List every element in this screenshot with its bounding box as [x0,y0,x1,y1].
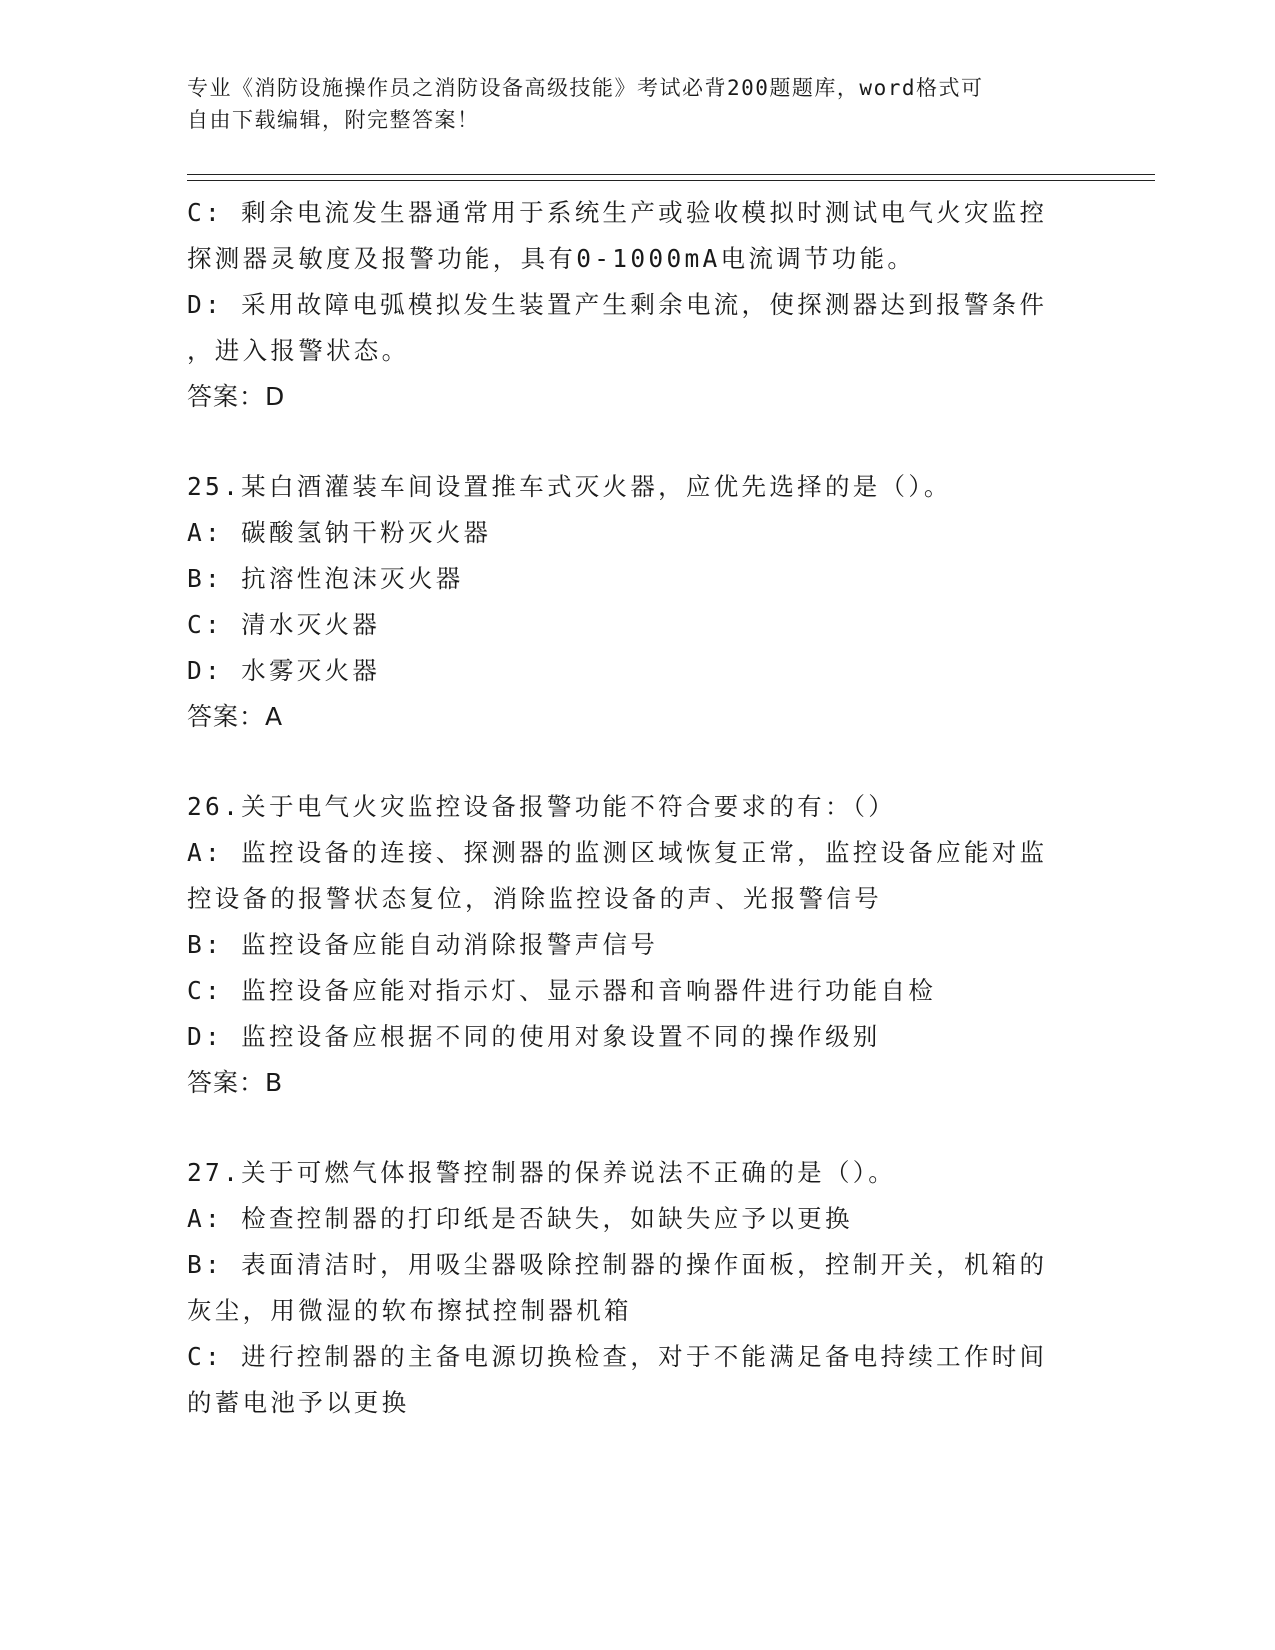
question-block-26 [187,784,1087,1106]
option-c: C: 监控设备应能对指示灯、显示器和音响器件进行功能自检 [187,976,937,1005]
option-b: B: 监控设备应能自动消除报警声信号 [187,930,659,959]
option-c-line-1: C: 进行控制器的主备电源切换检查，对于不能满足备电持续工作时间 [187,1342,1048,1371]
question-block-prev [187,190,1087,420]
option-d: D: 水雾灭火器 [187,656,381,685]
answer-text: 答案：B [187,1068,284,1097]
question-text: 26.关于电气火灾监控设备报警功能不符合要求的有：（） [187,792,897,821]
option-a-line-2: 控设备的报警状态复位，消除监控设备的声、光报警信号 [187,884,882,913]
answer-text: 答案：A [187,702,284,731]
option-c-line-2: 探测器灵敏度及报警功能，具有0-1000mA电流调节功能。 [187,244,916,273]
option-c: C: 清水灭火器 [187,610,381,639]
question-text: 27.关于可燃气体报警控制器的保养说法不正确的是（）。 [187,1158,897,1187]
option-c-line-2: 的蓄电池予以更换 [187,1388,410,1417]
header-line-2: 自由下载编辑，附完整答案！ [187,108,480,132]
question-text: 25.某白酒灌装车间设置推车式灭火器，应优先选择的是（）。 [187,472,952,501]
option-b-line-2: 灰尘，用微湿的软布擦拭控制器机箱 [187,1296,632,1325]
option-d-line-2: ，进入报警状态。 [187,336,410,365]
document-body [187,190,1087,1426]
option-b: B: 抗溶性泡沫灭火器 [187,564,464,593]
header-divider-top [187,174,1155,175]
option-d: D: 监控设备应根据不同的使用对象设置不同的操作级别 [187,1022,881,1051]
answer-text: 答案：D [187,382,286,411]
page-header [187,72,1087,136]
option-a: A: 检查控制器的打印纸是否缺失，如缺失应予以更换 [187,1204,853,1233]
option-a: A: 碳酸氢钠干粉灭火器 [187,518,492,547]
header-line-1: 专业《消防设施操作员之消防设备高级技能》考试必背200题题库，word格式可 [187,76,984,100]
option-a-line-1: A: 监控设备的连接、探测器的监测区域恢复正常，监控设备应能对监 [187,838,1048,867]
header-divider-bottom [187,180,1155,181]
option-c-line-1: C: 剩余电流发生器通常用于系统生产或验收模拟时测试电气火灾监控 [187,198,1048,227]
option-d-line-1: D: 采用故障电弧模拟发生装置产生剩余电流，使探测器达到报警条件 [187,290,1048,319]
question-block-27 [187,1150,1087,1426]
question-block-25 [187,464,1087,740]
option-b-line-1: B: 表面清洁时，用吸尘器吸除控制器的操作面板，控制开关，机箱的 [187,1250,1048,1279]
